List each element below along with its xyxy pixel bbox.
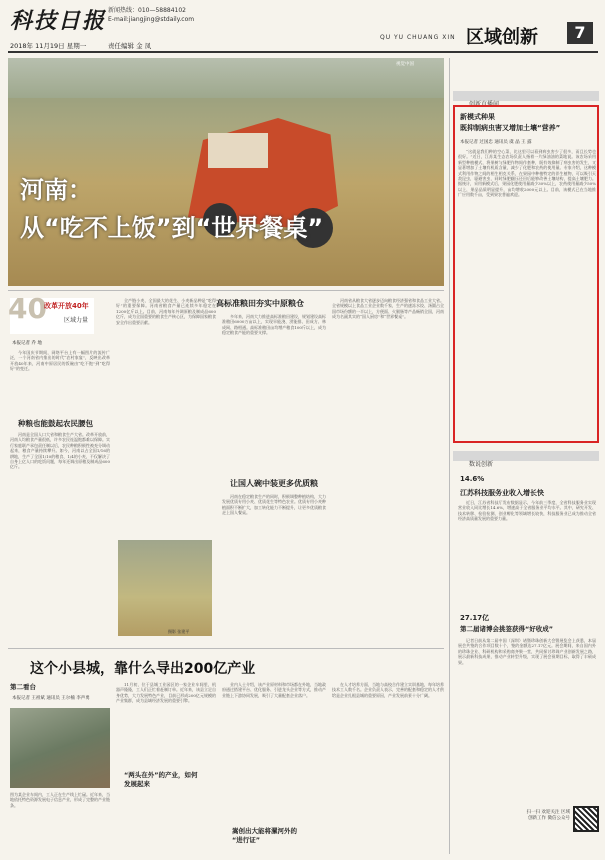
lead-col1-intro <box>10 350 110 412</box>
lead-subhead: 种粮也能鼓起农民腰包 <box>18 419 93 428</box>
lead-col3-top <box>222 314 326 472</box>
paragraph: 11月初，位于县城工业园区的一家企业车间里，机器声隆隆，工人们正忙着赶制订单。近年来，该县立足自身优势，大力发展特色产业，目前已形成200亿元规模的产业集群，成为县域经济发展的重要引擎。 <box>116 682 216 704</box>
photo-credit: 视觉中国 <box>396 62 414 67</box>
stat-value: 27.17亿 <box>460 614 490 622</box>
factory-photo <box>10 708 110 788</box>
paragraph: 今年国庆节期间，网络平台上有一幅图片的流传广泛，一个河南省内推出的时代“农村家宴”，反映出改革开放40年来，河南中原居民的饭碗由“吃不饱”到“吃得好”的变迁。 <box>10 350 110 372</box>
contact-phone: 新闻热线：010—58884102 <box>108 7 186 14</box>
box-byline: 本报记者 过国忠 通讯员 虞 晶 王 露 <box>460 140 532 145</box>
paragraph: 业内人士介绍，该产业原材料和市场都在外地，当地政府通过搭建平台、优化服务、引进龙头企业等方式，推动产业链上下游协同发展，吸引了大量配套企业落户。 <box>222 682 326 698</box>
stat-body <box>458 500 596 596</box>
header-rule <box>8 51 598 53</box>
stat-body <box>458 638 596 796</box>
paragraph: 记者日前从第二届中国（深圳）诸暨珍珠创新大会暨展览会上获悉，本届展会共签约合作项目数十个，签约金额达27.17亿元。展会期间，来自国内外的珍珠企业、科研机构和采购商齐聚一堂，共同探讨珍珠产业创新发展之路，展示最新科技成果，推动产业转型升级，实现了展会预期目标，取得了丰硕成果。 <box>458 638 596 665</box>
section-divider <box>8 290 444 291</box>
badge-number: 40 <box>8 292 47 325</box>
lower-subhead: 嵩创出大能将漯河外的 <box>232 827 297 835</box>
lower-col2-body <box>116 682 216 856</box>
paragraph: 河南省从粮食大省逐步迈向粮食经济强省和食品工业大省。全省规模以上食品工业企业数千家，生产的速冻水饺、汤圆占全国市场份额的一半以上，方便面、火腿肠等产品畅销全国，河南成为名副其实的“国人厨房”和“世界餐桌”。 <box>332 298 444 320</box>
wheat-field-photo <box>118 540 212 636</box>
contact-email[interactable]: E-mail:jiangjing@stdaily.com <box>108 16 195 23</box>
stat-value: 14.6% <box>460 475 485 483</box>
harvester-cab <box>208 133 268 168</box>
lead-headline-line1[interactable]: 河南： <box>20 176 92 204</box>
lower-headline[interactable]: 这个小县城，靠什么导出200亿产业 <box>30 661 256 677</box>
lower-subhead: “两头在外”的产业，如何 <box>124 771 198 779</box>
lower-col4-body <box>332 682 444 856</box>
paragraph: 多年来，河南大力推进高标准粮田建设，规划建设高标准粮田6000万亩以上，实现旱能浇、涝能排、田成方、林成网、路相通。高标准粮田亩均增产粮食100斤以上，成为稳定粮食产能的重要支撑。 <box>222 314 326 336</box>
box-title[interactable]: 新模式种果 <box>460 113 495 121</box>
stat-title[interactable]: 江苏科技服务业收入增长快 <box>460 489 544 497</box>
lower-subhead: “进行证” <box>232 836 261 844</box>
lead-byline: 本报记者 乔 地 <box>12 341 42 346</box>
stat-title[interactable]: 第二届诸博会挑签获得“好收成” <box>460 625 554 633</box>
lead-col4-body <box>332 298 444 640</box>
section-pinyin: QU YU CHUANG XIN <box>380 34 456 41</box>
paragraph: 河南是全国人口大省和粮食生产大省。改革开放前，河南人均粮食产量很低，许多农民连温饱都难以保障。实行家庭联产承包责任制以后，农民种粮积极性被充分调动起来，粮食产量持续攀升。如今，河南以占全国1/16的耕地，生产了全国1/10的粮食、1/4的小麦，不仅解决了自身上亿人口的吃饭问题，每年还调出原粮及制成品600亿斤。 <box>10 432 110 470</box>
box-body <box>458 149 596 439</box>
lower-byline: 本报记者 王祖斌 通讯员 王尔楠 李声勇 <box>12 696 90 701</box>
paragraph: 在人才培养方面，当地与高校合作建立实训基地，每年培养技术工人数千名。企业负责人表示，完善的配套和稳定的人才供给是企业扎根县城的重要原因，产业发展前景十分广阔。 <box>332 682 444 698</box>
lead-subhead-quality: 让国人碗中装更多优质粮 <box>230 479 318 488</box>
section-divider <box>8 648 444 649</box>
issue-date: 2018年 11月19日 星期一 <box>10 42 87 50</box>
photo-caption: 图为某企业车间内，工人正在生产线上忙碌。近年来，当地依托特色资源发展电子信息产业，形成了完整的产业链条。 <box>10 792 110 808</box>
paragraph: 近日，江苏省科技厅发布数据显示，今年前三季度，全省科技服务业实现营业收入同比增长14.6%，增速高于全省服务业平均水平。其中，研究开发、技术转移、检验检测、创业孵化等领域增长较快，科技服务业已成为推动全省经济高质量发展的重要力量。 <box>458 500 596 522</box>
badge-label: 改革开放40年 <box>44 302 89 310</box>
lead-headline-line2[interactable]: 从“吃不上饭”到“世界餐桌” <box>20 214 324 242</box>
qr-code-icon[interactable] <box>573 806 599 832</box>
column-tag: 第二看台 <box>10 683 36 691</box>
lead-subhead-grainfield: 高标准粮田夯实中原粮仓 <box>216 299 304 308</box>
qr-caption: 扫一扫 欢迎关注 区域创新工作 微信公众号 <box>526 810 570 821</box>
lower-subhead: 发展起来 <box>124 780 150 788</box>
lead-col1-body <box>10 432 110 640</box>
sidebar-bar-stats <box>453 451 599 468</box>
column-divider <box>449 58 450 854</box>
section-title: 区域创新 <box>466 27 538 48</box>
sidebar-bar-label: 数说创新 <box>469 461 494 468</box>
paragraph: “这就是我们种的空心菜，比这里可以看到病虫害少了很多，而且长势也很好。”近日，江苏某生态农场负责人指着一片绿油油的菜地说。该农场采用新型种植模式，将果树与绿肥作物间作套种，既有效抑制了病虫害的发生，又显著增加了土壤有机质含量，减少了化肥和农药的使用量。专家介绍，这种模式利用作物之间的相生相克关系，在果园中种植特定的伴生植物，可以吸引天敌昆虫，驱避害虫，同时绿肥翻压还田后能够改善土壤结构，提高土壤肥力。据统计，采用新模式后，果园化肥使用量减少30%以上，农药使用量减少50%以上，果品品质明显提升，亩均增收2000元以上。目前，该模式已在当地推广应用数千亩，受到果农普遍欢迎。 <box>458 149 596 198</box>
lead-col3-bottom <box>222 494 326 640</box>
sidebar-bar-label: 创新直播间 <box>469 101 500 108</box>
box-title[interactable]: 既抑制病虫害又增加土壤“营养” <box>460 124 561 132</box>
paragraph: 河南在稳定粮食生产的同时，积极调整种植结构，大力发展优质专用小麦、优质花生等特色农业。优质专用小麦种植面积不断扩大，加工转化能力不断提升，让更多优质粮食走上国人餐桌。 <box>222 494 326 516</box>
header-contact <box>108 6 194 24</box>
page-number: 7 <box>567 22 593 44</box>
editor-credit: 责任编辑 金 凤 <box>108 42 152 50</box>
photo-sky <box>8 58 444 98</box>
paragraph: 全产链小麦、全国最大的花生、小麦新品种是“吃得好”的重要保障。河南省粮食产量已连续多年稳定在1200亿斤以上。目前，河南每年外调原粮及制成品600亿斤，成为全国重要的粮食生产核心区，为保障国家粮食安全作出重要贡献。 <box>116 298 216 325</box>
masthead: 科技日报 <box>10 8 107 34</box>
sidebar-bar-live <box>453 91 599 108</box>
photo-caption: 摄影 张建平 <box>168 629 190 634</box>
badge-sub: 区域力量 <box>64 317 89 324</box>
